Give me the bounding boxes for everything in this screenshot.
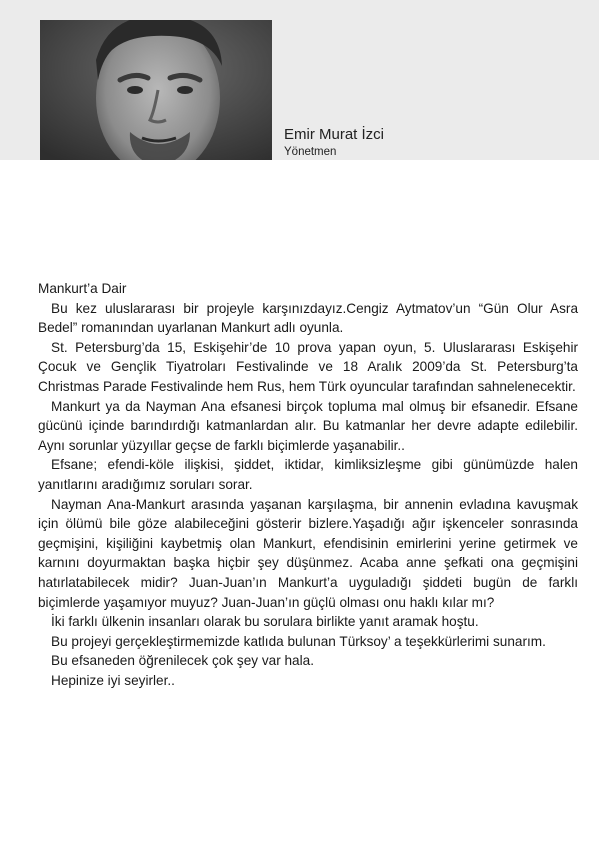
- paragraph: Mankurt ya da Nayman Ana efsanesi birçok topluma mal olmuş bir efsanedir. Efsane gücünü içinde barındırdığı katmanlardan alır. Bu katmanlar her devre adapte edilebilir. Aynı sorunlar yüzyıllar geçse de farklı biçimlerde yaşanabilir..: [38, 398, 578, 453]
- author-role: Yönetmen: [284, 146, 337, 158]
- paragraph: Nayman Ana-Mankurt arasında yaşanan karşılaşma, bir annenin evladına kavuşmak için ölümü bile göze alabileceğini gösterir bizlere.Yaşadığı ağır işkenceler sonrasında geçmişini, kişiliğini kaybetmiş olan Mankurt, efendisinin emirlerini yerine getirmek ve karnını doyurmaktan başka hiçbir şey düşünmez. Acaba anne şefkati ona geçmişini hatırlatabilecek midir? Juan-Juan’ın Mankurt’a uyguladığı şiddeti bugün de farklı biçimlerde yaşamıyor muyuz? Juan-Juan’ın güçlü olması onu haklı kılar mı?: [38, 496, 578, 610]
- paragraph: Bu kez uluslararası bir projeyle karşınızdayız.Cengiz Aytmatov’un “Gün Olur Asra Bedel” romanından uyarlanan Mankurt adlı oyunla.: [38, 300, 578, 336]
- author-name: Emir Murat İzci: [284, 126, 385, 143]
- paragraph: Efsane; efendi-köle ilişkisi, şiddet, iktidar, kimliksizleşme gibi günümüzde halen yanıtlarını aradığımız soruları sorar.: [38, 457, 578, 492]
- author-photo: [40, 20, 272, 160]
- paragraph: Bu efsaneden öğrenilecek çok şey var hala.: [51, 653, 314, 669]
- article-heading: Mankurt’a Dair: [38, 281, 127, 296]
- paragraph: Bu projeyi gerçekleştirmemizde katlıda bulunan Türksoy’ a teşekkürlerimi sunarım.: [51, 633, 546, 649]
- paragraph: Hepinize iyi seyirler..: [51, 672, 175, 688]
- paragraph: St. Petersburg’da 15, Eskişehir’de 10 prova yapan oyun, 5. Uluslararası Eskişehir Çocuk ve Gençlik Tiyatroları Festivalinde ve 18 Aralık 2009’da St. Petersburg’ta Christmas Parade Festivalinde hem Rus, hem Türk oyuncular tarafından sahnelenecektir.: [38, 339, 578, 394]
- paragraph: İki farklı ülkenin insanları olarak bu sorulara birlikte yanıt aramak hoştu.: [51, 614, 479, 630]
- article-body: [38, 279, 578, 690]
